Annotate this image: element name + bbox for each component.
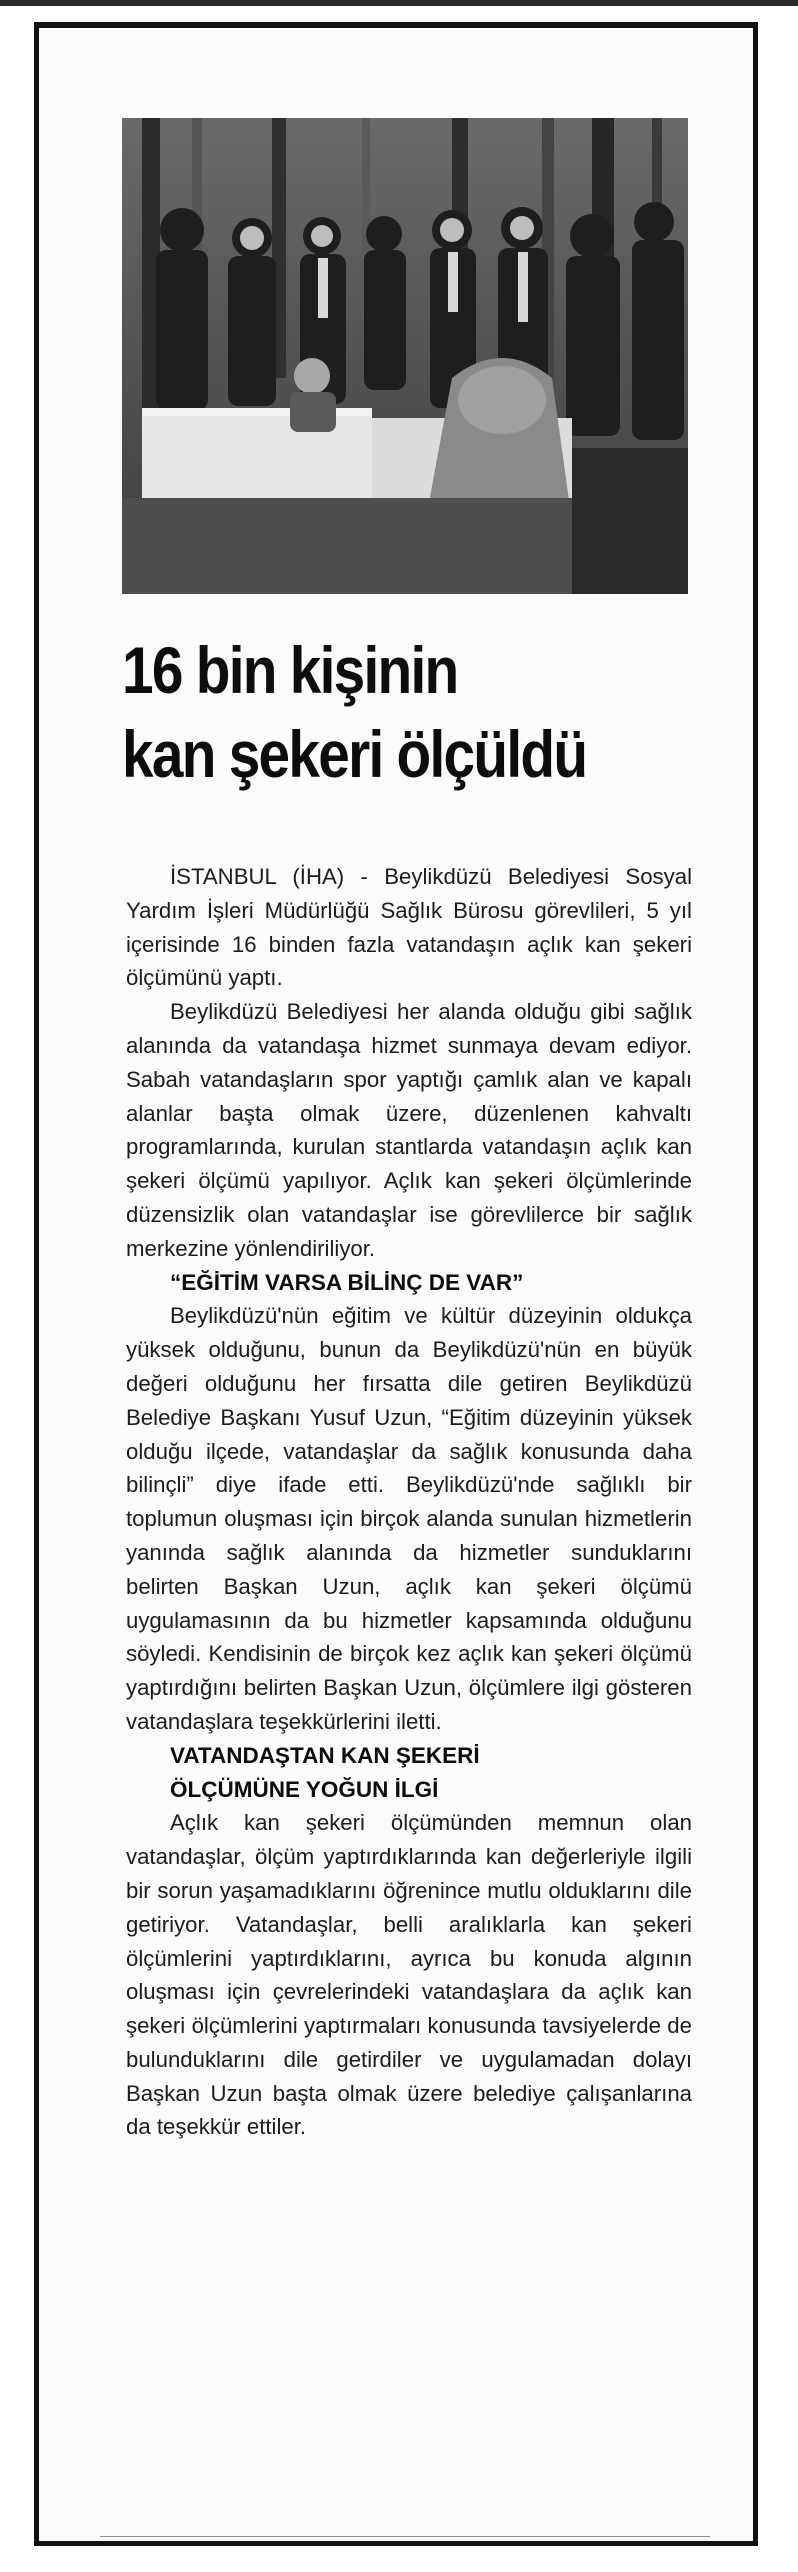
headline-line-2: kan şekeri ölçüldü bbox=[122, 717, 587, 791]
paragraph-3: Beylikdüzü'nün eğitim ve kültür düzeyinin oldukça yüksek olduğunu, bunun da Beylikdüzü'nün en büyük değeri olduğunu her fırsatta dile getiren Beylikdüzü Belediye Başkanı Yusuf Uzun, “Eğitim düzeyinin yüksek olduğu ilçede, vatandaşlar da sağlık konusunda daha bilinçli” diye ifade etti. Beylikdüzü'nde sağlıklı bir toplumun oluşması için birçok alanda sunulan hizmetlerin yanında sağlık alanında da hizmetler sunduklarını belirten Başkan Uzun, açlık kan şekeri ölçümü uygulamasının da bu hizmetler kapsamında olduğunu söyledi. Kendisinin de birçok kez açlık kan şekeri ölçümü yaptırdığını belirten Başkan Uzun, ölçümlere ilgi gösteren vatandaşlara teşekkürlerini iletti. bbox=[126, 1303, 692, 1734]
subheading-interest bbox=[126, 1739, 692, 1807]
photo-illustration bbox=[122, 118, 688, 594]
article-photo bbox=[122, 118, 688, 594]
paragraph-4: Açlık kan şekeri ölçümünden memnun olan vatandaşlar, ölçüm yaptırdıklarında kan değerleriyle ilgili bir sorun yaşamadıklarını öğrenince mutlu olduklarını dile getiriyor. Vatandaşlar, belli aralıklarla kan şekeri ölçümlerini yaptırdıklarını, ayrıca bu konuda algının oluşması için çevrelerindeki vatandaşlara da açlık kan şekeri ölçümlerini yaptırmaları konusunda tavsiyelerde de bulunduklarını dile getirdiler ve uygulamadan dolayı Başkan Uzun başta olmak üzere belediye çalışanlarına da teşekkür ettiler. bbox=[126, 1810, 692, 2140]
subheading-education bbox=[126, 1266, 692, 1300]
headline bbox=[122, 628, 621, 796]
subheading-education-text: “EĞİTİM VARSA BİLİNÇ DE VAR” bbox=[170, 1269, 524, 1295]
top-rule bbox=[0, 0, 798, 6]
paragraph-intro: İSTANBUL (İHA) - Beylikdüzü Belediyesi Sosyal Yardım İşleri Müdürlüğü Sağlık Bürosu görevlileri, 5 yıl içerisinde 16 binden fazla vatandaşın açlık kan şekeri ölçümünü yaptı. bbox=[126, 864, 692, 991]
subheading-interest-line-2: ÖLÇÜMÜNE YOĞUN İLGİ bbox=[170, 1776, 439, 1802]
bottom-rule bbox=[100, 2536, 710, 2537]
subheading-interest-line-1: VATANDAŞTAN KAN ŞEKERİ bbox=[170, 1742, 480, 1768]
article-body bbox=[126, 860, 692, 2144]
paragraph-2: Beylikdüzü Belediyesi her alanda olduğu gibi sağlık alanında da vatandaşa hizmet sunmaya devam ediyor. Sabah vatandaşların spor yaptığı çamlık alan ve kapalı alanlar başta olmak üzere, düzenlenen kahvaltı programlarında, kurulan stantlarda vatandaşın açlık kan şekeri ölçümü yapılıyor. Açlık kan şekeri ölçümlerinde düzensizlik olan vatandaşlar ise görevlilerce bir sağlık merkezine yönlendiriliyor. bbox=[126, 999, 692, 1261]
headline-line-1: 16 bin kişinin bbox=[122, 633, 458, 707]
